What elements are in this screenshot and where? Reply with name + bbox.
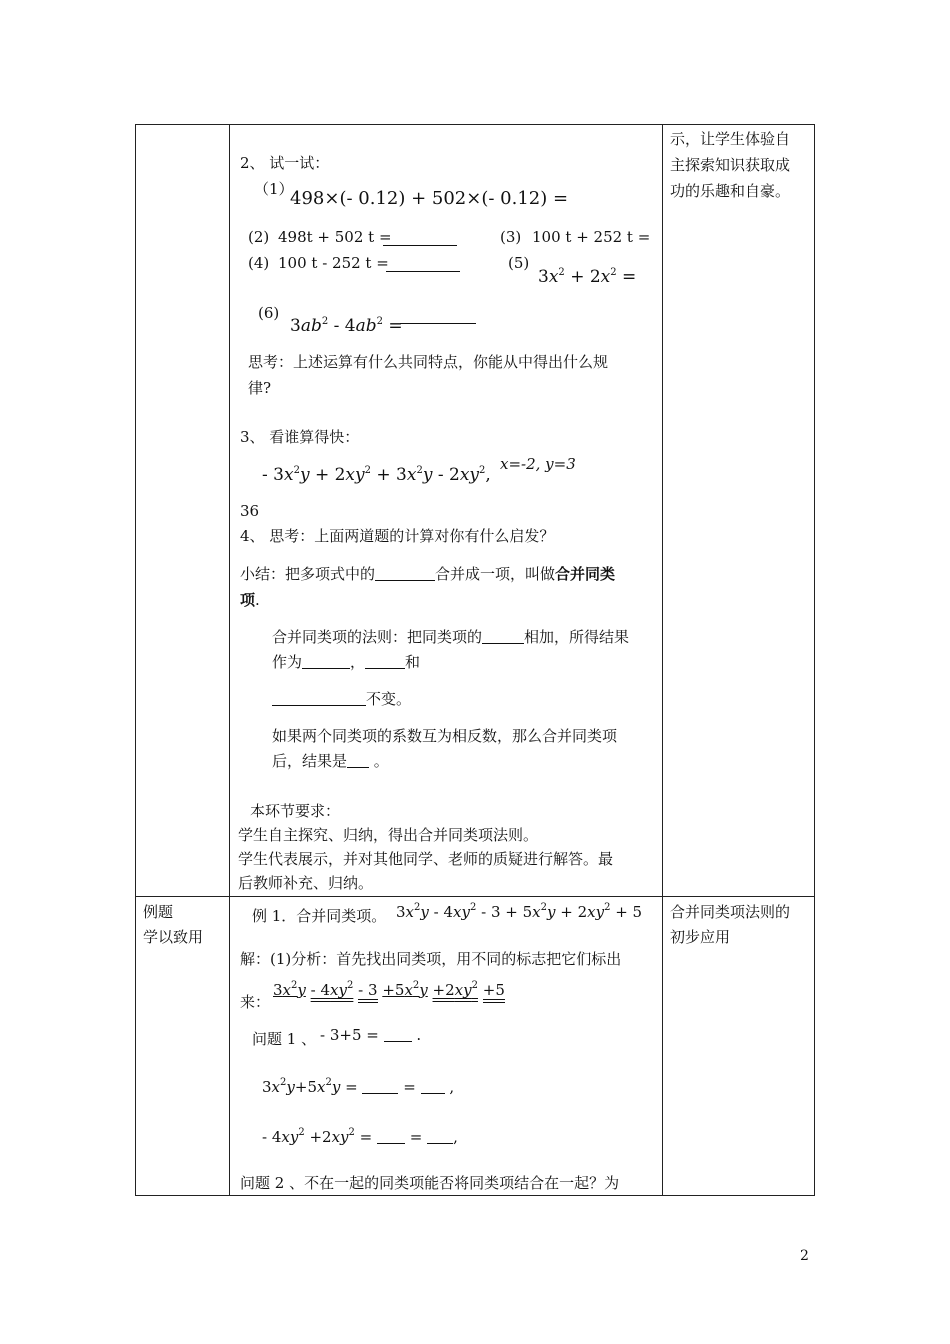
problem-1-expression: - 3+5 = . — [320, 1026, 422, 1044]
marked-term: $+2xy^2$ — [432, 980, 478, 999]
summary-line — [240, 563, 615, 585]
question-4-expression: 100 t - 252 t = — [278, 254, 389, 272]
marked-term: - $4xy^2$ — [310, 980, 354, 999]
right-note-line: 示，让学生体验自 — [670, 130, 791, 148]
problem-2-text: 问题 2 、不在一起的同类项能否将同类项结合在一起？为 — [240, 1174, 620, 1192]
answer-blank — [384, 1027, 412, 1042]
think-text: 思考：上述运算有什么共同特点，你能从中得出什么规 — [248, 353, 609, 371]
marked-term: +5 — [483, 981, 505, 1003]
rule-text: 相加，所得结果 — [524, 628, 630, 646]
answer-blank — [400, 306, 476, 328]
marked-term: $+5x^2y$ — [382, 980, 428, 999]
rule-line — [272, 626, 629, 648]
solution-text: 来： — [240, 993, 271, 1011]
question-3-expression: 100 t + 252 t = — [532, 228, 651, 246]
summary-term: 合并同类 — [555, 565, 616, 583]
requirements-title: 本环节要求： — [250, 802, 341, 820]
question-6-label: (6) — [258, 304, 280, 322]
table-top-border — [135, 124, 815, 125]
answer-blank — [362, 1079, 398, 1094]
summary-line-2 — [240, 589, 260, 611]
row-label: 例题 — [143, 903, 174, 921]
summary-end: . — [255, 591, 260, 609]
table-left-border — [135, 124, 136, 1196]
question-3-label: (3) — [500, 228, 522, 246]
requirements-text: 学生代表展示，并对其他同学、老师的质疑进行解答。最 — [238, 850, 614, 868]
item-4-text: 4、 思考：上面两道题的计算对你有什么启发？ — [240, 527, 555, 545]
requirements-text: 后教师补充、归纳。 — [238, 874, 374, 892]
answer-blank — [302, 654, 350, 669]
answer-blank — [383, 228, 457, 250]
item-3-title: 3、 看谁算得快： — [240, 428, 360, 446]
example-label: 例 1．合并同类项。 — [252, 907, 387, 925]
answer-blank — [386, 254, 460, 276]
table-col-divider-2 — [662, 124, 663, 1196]
right-note-line: 初步应用 — [670, 928, 731, 946]
question-1-label: （1） — [254, 180, 294, 198]
rule-text: 作为 — [272, 653, 303, 671]
answer-blank — [272, 691, 366, 706]
answer-blank — [365, 654, 405, 669]
answer-blank — [375, 566, 435, 581]
answer-blank — [482, 629, 524, 644]
row-label: 学以致用 — [143, 928, 204, 946]
table-right-border — [814, 124, 815, 1196]
question-6-expression: $3ab^2 - 4ab^2$ = — [290, 316, 403, 336]
question-1-expression: 498×(- 0.12) + 502×(- 0.12) = — [290, 188, 569, 209]
table-col-divider-1 — [229, 124, 230, 1196]
opposite-line-2 — [272, 750, 389, 772]
item-2-title: 2、 试一试： — [240, 154, 330, 172]
solution-text: 解：(1)分析：首先找出同类项，用不同的标志把它们标出 — [240, 950, 622, 968]
problem-1-expression: - $4xy^2 +2xy^2$ = = , — [262, 1127, 458, 1146]
problem-1-expression: $3x^2y+5x^2y$ = = , — [262, 1077, 455, 1096]
table-row-divider — [135, 896, 815, 897]
table-bottom-border — [135, 1195, 815, 1196]
rule-text: 合并同类项的法则：把同类项的 — [272, 628, 483, 646]
question-4-label: (4) — [248, 254, 270, 272]
rule-line-3 — [272, 688, 411, 710]
marked-expression — [273, 979, 505, 1001]
rule-text: 和 — [405, 653, 421, 671]
marked-term: $3x^2y$ — [273, 980, 306, 999]
rule-text: 不变。 — [366, 690, 412, 708]
think-text: 律? — [248, 379, 272, 397]
item-3-condition: x=-2, y=3 — [500, 455, 576, 473]
requirements-text: 学生自主探究、归纳，得出合并同类项法则。 — [238, 826, 539, 844]
answer-blank — [347, 753, 369, 768]
right-note-line: 主探索知识获取成 — [670, 156, 791, 174]
question-2-label: (2) — [248, 228, 270, 246]
right-note-line: 合并同类项法则的 — [670, 903, 791, 921]
answer-blank — [421, 1079, 445, 1094]
summary-text: 合并成一项，叫做 — [435, 565, 556, 583]
problem-1-label: 问题 1 、 — [252, 1030, 317, 1048]
page-number: 2 — [800, 1248, 809, 1264]
item-3-expression: - $3x^2y + 2xy^2 + 3x^2y - 2xy^2$, — [262, 465, 491, 485]
summary-text: 小结：把多项式中的 — [240, 565, 376, 583]
question-2-expression: 498t + 502 t = — [278, 228, 392, 246]
rule-comma: ， — [350, 653, 366, 671]
rule-line-2 — [272, 651, 420, 673]
summary-term: 项 — [240, 591, 256, 609]
question-5-label: (5) — [508, 254, 530, 272]
opposite-text: 后，结果是 — [272, 752, 348, 770]
opposite-end: 。 — [369, 752, 389, 770]
question-5-expression: $3x^2 + 2x^2$ = — [538, 267, 637, 287]
example-expression: $3x^2y - 4xy^2 - 3 + 5x^2y + 2xy^2 + 5$ — [396, 902, 643, 921]
answer-blank — [377, 1129, 405, 1144]
marked-term: - 3 — [358, 981, 377, 1003]
right-note-line: 功的乐趣和自豪。 — [670, 182, 791, 200]
opposite-text: 如果两个同类项的系数互为相反数，那么合并同类项 — [272, 727, 618, 745]
answer-blank — [427, 1129, 453, 1144]
item-3-answer: 36 — [240, 502, 260, 520]
